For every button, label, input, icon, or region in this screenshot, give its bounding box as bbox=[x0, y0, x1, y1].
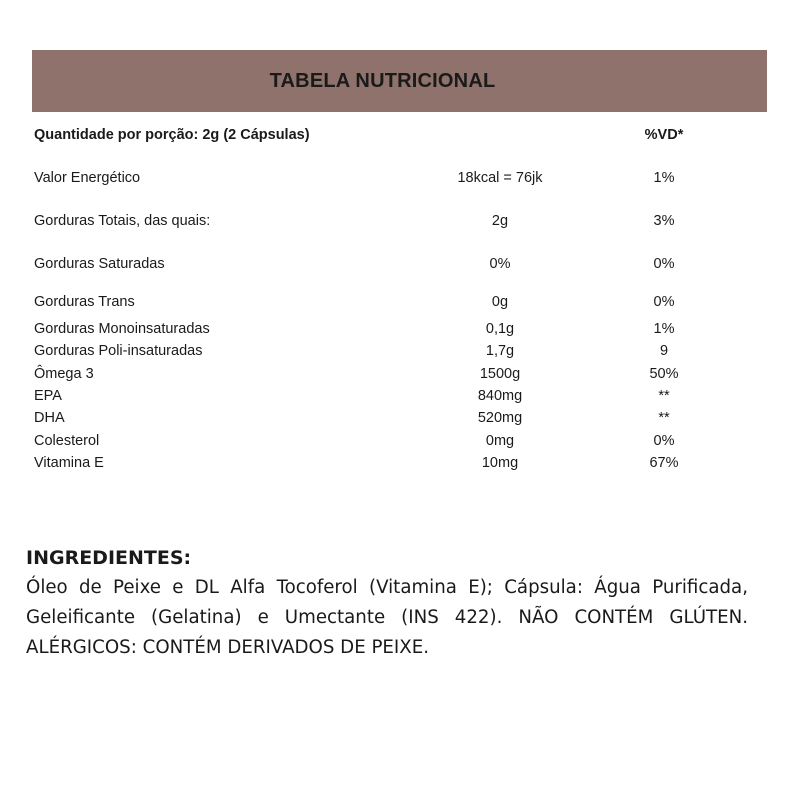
nutrient-row bbox=[0, 364, 800, 384]
nutrient-row bbox=[0, 254, 800, 274]
nutrient-daily-value: ** bbox=[658, 388, 670, 404]
nutrient-amount: 520mg bbox=[477, 410, 523, 426]
nutrient-daily-value: 50% bbox=[649, 366, 679, 382]
nutrient-row bbox=[0, 408, 800, 428]
nutrient-name: DHA bbox=[34, 410, 65, 426]
nutrient-row bbox=[0, 453, 800, 473]
nutrient-name: Colesterol bbox=[34, 433, 100, 449]
nutrient-amount: 10mg bbox=[481, 455, 519, 471]
nutrient-amount: 0% bbox=[489, 256, 511, 272]
nutrient-name: Gorduras Totais, das quais: bbox=[34, 213, 211, 229]
nutrient-daily-value: 0% bbox=[653, 433, 675, 449]
nutrient-row bbox=[0, 292, 800, 312]
nutrient-name: Gorduras Poli-insaturadas bbox=[34, 343, 203, 359]
nutrient-daily-value: 1% bbox=[653, 170, 675, 186]
nutrient-row bbox=[0, 341, 800, 361]
nutrient-amount: 0mg bbox=[485, 433, 515, 449]
nutrient-name: EPA bbox=[34, 388, 62, 404]
nutrient-daily-value: ** bbox=[658, 410, 670, 426]
nutrient-amount: 840mg bbox=[477, 388, 523, 404]
nutrient-daily-value: 9 bbox=[659, 343, 669, 359]
nutrient-row bbox=[0, 168, 800, 188]
nutrient-daily-value: 1% bbox=[653, 321, 675, 337]
nutrient-amount: 1500g bbox=[479, 366, 521, 382]
nutrient-row bbox=[0, 431, 800, 451]
nutrient-row bbox=[0, 319, 800, 339]
nutrient-daily-value: 0% bbox=[653, 294, 675, 310]
nutrient-amount: 1,7g bbox=[485, 343, 515, 359]
nutrient-row bbox=[0, 211, 800, 231]
nutrient-amount: 0g bbox=[491, 294, 509, 310]
nutrition-table-title: TABELA NUTRICIONAL bbox=[269, 69, 496, 92]
ingredients-section bbox=[26, 543, 748, 663]
nutrient-daily-value: 67% bbox=[649, 455, 679, 471]
ingredients-text: Óleo de Peixe e DL Alfa Tocoferol (Vitamina E); Cápsula: Água Purificada, Geleificante (Gelatina) e Umectante (INS 422). NÃO CONTÉM GLÚTEN. ALÉRGICOS: CONTÉM DERIVADOS DE PEIXE. bbox=[26, 577, 748, 658]
nutrient-amount: 18kcal = 76jk bbox=[457, 170, 543, 186]
nutrient-daily-value: 3% bbox=[653, 213, 675, 229]
nutrient-name: Gorduras Monoinsaturadas bbox=[34, 321, 210, 337]
nutrient-name: Gorduras Saturadas bbox=[34, 256, 165, 272]
nutrient-amount: 0,1g bbox=[485, 321, 515, 337]
nutrient-name: Vitamina E bbox=[34, 455, 104, 471]
serving-size-label: Quantidade por porção: 2g (2 Cápsulas) bbox=[34, 127, 310, 143]
serving-header-row bbox=[0, 125, 800, 145]
ingredients-title: INGREDIENTES: bbox=[26, 547, 192, 569]
nutrient-name: Gorduras Trans bbox=[34, 294, 135, 310]
nutrient-daily-value: 0% bbox=[653, 256, 675, 272]
nutrient-name: Ômega 3 bbox=[34, 366, 94, 382]
nutrient-amount: 2g bbox=[491, 213, 509, 229]
nutrient-name: Valor Energético bbox=[34, 170, 141, 186]
daily-value-header: %VD* bbox=[644, 127, 684, 143]
nutrient-row bbox=[0, 386, 800, 406]
nutrition-table-header bbox=[32, 50, 767, 112]
